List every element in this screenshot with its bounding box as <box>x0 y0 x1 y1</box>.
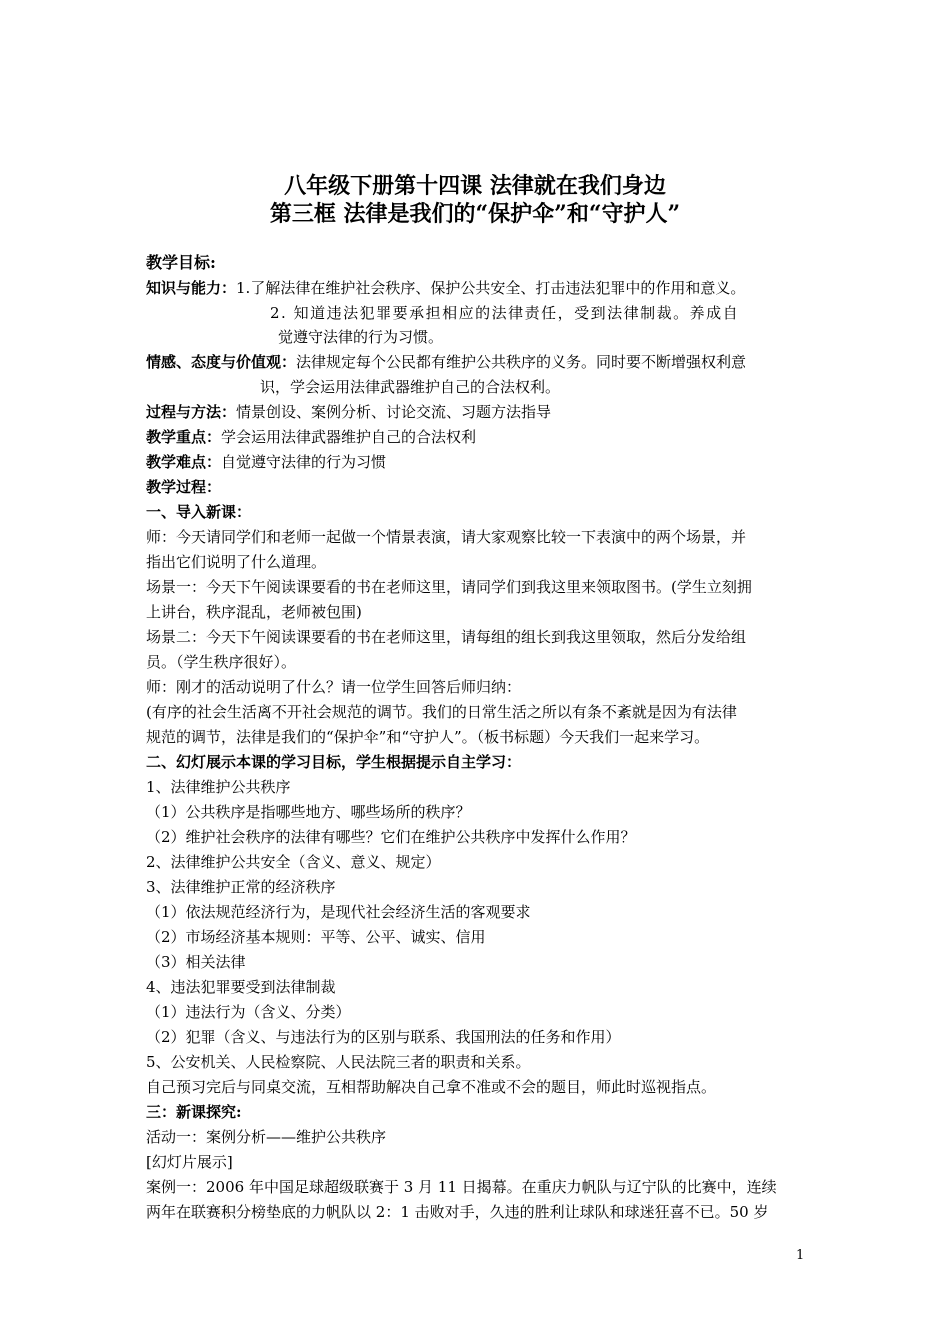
difficulty-text: 自觉遵守法律的行为习惯 <box>221 453 387 471</box>
list-item: 2、法律维护公共安全（含义、意义、规定） <box>146 853 441 871</box>
knowledge-text-1: 1.了解法律在维护社会秩序、保护公共安全、打击违法犯罪中的作用和意义。 <box>236 279 746 297</box>
process-line <box>146 402 551 422</box>
list-item: （3）相关法律 <box>146 953 246 971</box>
difficulty-label: 教学难点： <box>146 453 222 471</box>
list-item: （2）犯罪（含义、与违法行为的区别与联系、我国刑法的任务和作用） <box>146 1028 621 1046</box>
emotion-line-2: 识，学会运用法律武器维护自己的合法权利。 <box>260 378 561 396</box>
paragraph-line: (有序的社会生活离不开社会规范的调节。我们的日常生活之所以有条不紊就是因为有法律 <box>146 703 737 721</box>
knowledge-label: 知识与能力： <box>146 279 237 297</box>
paragraph-line: 上讲台，秩序混乱，老师被包围) <box>146 603 362 621</box>
list-item: 4、违法犯罪要受到法律制裁 <box>146 978 336 996</box>
paragraph-line: 案例一：2006 年中国足球超级联赛于 3 月 11 日揭幕。在重庆力帆队与辽宁队的比赛中，连续 <box>146 1178 777 1196</box>
process-label: 过程与方法： <box>146 403 237 421</box>
difficulty-line <box>146 452 386 472</box>
page-number: 1 <box>796 1248 805 1263</box>
list-item: （2）维护社会秩序的法律有哪些？它们在维护公共秩序中发挥什么作用？ <box>146 828 636 846</box>
list-item: 5、公安机关、人民检察院、人民法院三者的职责和关系。 <box>146 1053 531 1071</box>
document-title: 八年级下册第十四课 法律就在我们身边 <box>284 173 666 199</box>
key-label: 教学重点： <box>146 428 222 446</box>
knowledge-line-2: 2. 知道违法犯罪要承担相应的法律责任，受到法律制裁。养成自 <box>270 304 740 322</box>
list-item: （2）市场经济基本规则：平等、公平、诚实、信用 <box>146 928 486 946</box>
paragraph-line: 场景二：今天下午阅读课要看的书在老师这里，请每组的组长到我这里领取，然后分发给组 <box>146 628 747 646</box>
emotion-line-1 <box>146 352 746 372</box>
list-item: （1）依法规范经济行为，是现代社会经济生活的客观要求 <box>146 903 531 921</box>
section-2-heading: 二、幻灯展示本课的学习目标，学生根据提示自主学习： <box>146 753 522 771</box>
document-subtitle: 第三框 法律是我们的“保护伞”和“守护人” <box>269 201 681 227</box>
paragraph-line: 场景一：今天下午阅读课要看的书在老师这里，请同学们到我这里来领取图书。(学生立刻拥 <box>146 578 752 596</box>
paragraph-line: 师：今天请同学们和老师一起做一个情景表演，请大家观察比较一下表演中的两个场景，并 <box>146 528 747 546</box>
paragraph-line: 两年在联赛积分榜垫底的力帆队以 2：1 击败对手，久违的胜利让球队和球迷狂喜不已。50 岁 <box>146 1203 769 1221</box>
activity-line: 活动一：案例分析——维护公共秩序 <box>146 1128 387 1146</box>
goals-heading: 教学目标: <box>146 253 216 272</box>
section-3-heading: 三：新课探究: <box>146 1103 242 1121</box>
procedure-heading: 教学过程： <box>146 478 222 496</box>
knowledge-line-3: 觉遵守法律的行为习惯。 <box>278 328 444 346</box>
knowledge-line-1 <box>146 278 745 298</box>
list-item: （1）违法行为（含义、分类） <box>146 1003 351 1021</box>
key-text: 学会运用法律武器维护自己的合法权利 <box>221 428 477 446</box>
list-item: （1）公共秩序是指哪些地方、哪些场所的秩序？ <box>146 803 471 821</box>
paragraph-line: 员。（学生秩序很好）。 <box>146 653 297 671</box>
paragraph-line: 师：刚才的活动说明了什么？请一位学生回答后师归纳： <box>146 678 522 696</box>
paragraph-line: 指出它们说明了什么道理。 <box>146 553 327 571</box>
process-text: 情景创设、案例分析、讨论交流、习题方法指导 <box>236 403 552 421</box>
emotion-text-1: 法律规定每个公民都有维护公共秩序的义务。同时要不断增强权利意 <box>296 353 747 371</box>
section-1-heading: 一、导入新课： <box>146 503 252 521</box>
key-line <box>146 427 476 447</box>
slides-line: [幻灯片展示] <box>146 1153 233 1171</box>
paragraph-line: 规范的调节，法律是我们的“保护伞”和“守护人”。（板书标题）今天我们一起来学习。 <box>146 728 710 746</box>
paragraph-line: 自己预习完后与同桌交流，互相帮助解决自己拿不准或不会的题目，师此时巡视指点。 <box>146 1078 717 1096</box>
list-item: 1、法律维护公共秩序 <box>146 778 291 796</box>
list-item: 3、法律维护正常的经济秩序 <box>146 878 336 896</box>
emotion-label: 情感、态度与价值观： <box>146 353 297 371</box>
